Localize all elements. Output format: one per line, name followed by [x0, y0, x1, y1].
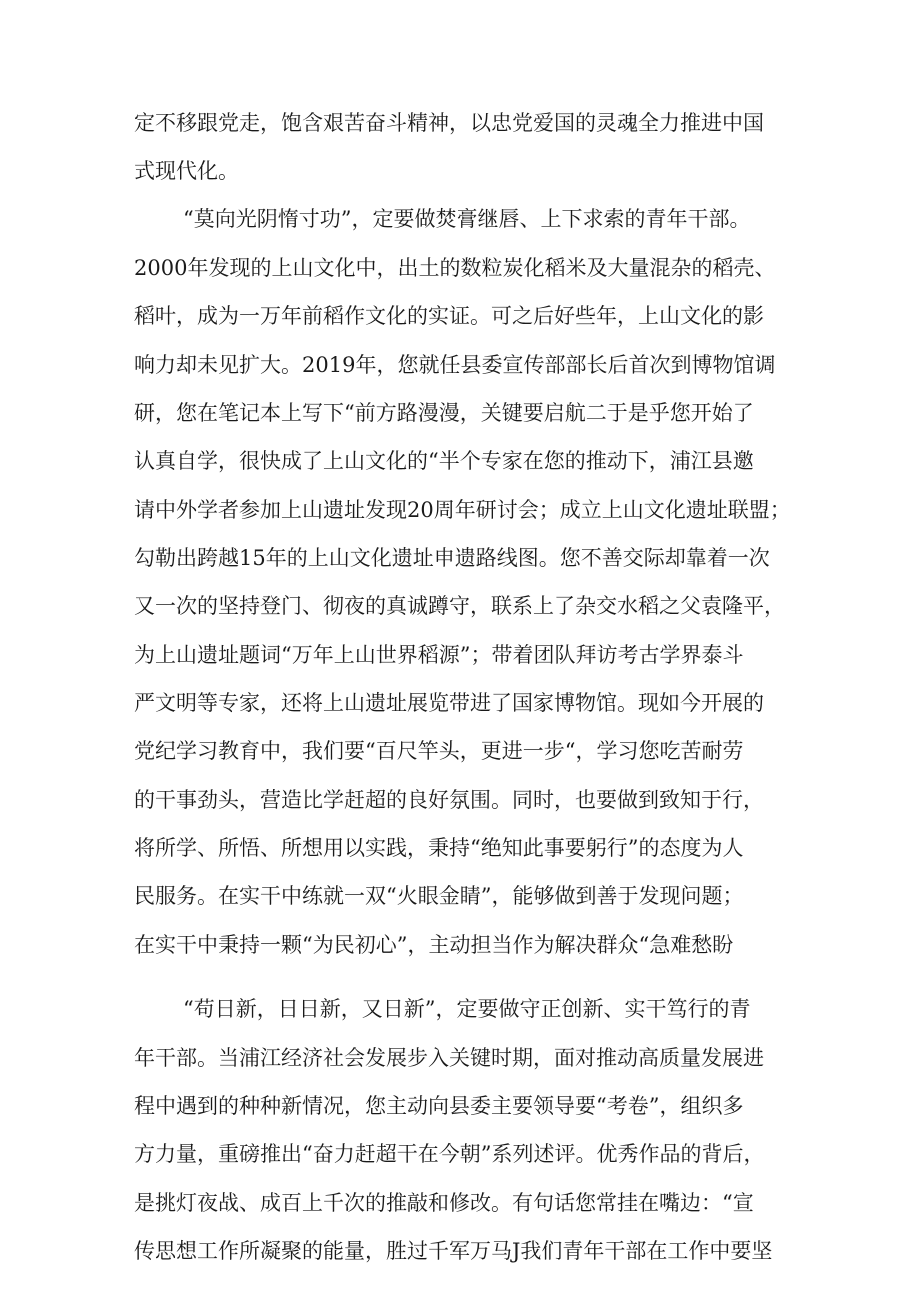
- text-line: 定不移跟党走，饱含艰苦奋斗精神，以忠党爱国的灵魂全力推进中国: [134, 111, 764, 135]
- text-line: 为上山遗址题词“万年上山世界稻源”；带着团队拜访考古学界泰斗: [134, 643, 744, 667]
- text-line: 研，您在笔记本上写下“前方路漫漫，关键要启航二于是乎您开始了: [134, 401, 754, 425]
- text-line: 是挑灯夜战、成百上千次的推敲和修改。有句话您常挂在嘴边：“宣: [134, 1191, 754, 1215]
- text-line: 勾勒出跨越15年的上山文化遗址申遗路线图。您不善交际却靠着一次: [134, 546, 770, 570]
- text-line: 请中外学者参加上山遗址发现20周年研讨会；成立上山文化遗址联盟；: [134, 498, 791, 522]
- text-line: 式现代化。: [134, 159, 239, 183]
- text-line: “莫向光阴惰寸功”，定要做焚膏继唇、上下求索的青年干部。: [183, 207, 751, 231]
- text-line: 的干事劲头，营造比学赶超的良好氛围。同时，也要做到致知于行，: [134, 788, 764, 812]
- text-line: 认真自学，很快成了上山文化的“半个专家在您的推动下，浦江县邀: [134, 449, 754, 473]
- text-line: 响力却未见扩大。2019年，您就任县委宣传部部长后首次到博物馆调: [134, 353, 776, 377]
- text-line: 方力量，重磅推出“奋力赶超干在今朝”系列述评。优秀作品的背后，: [134, 1142, 765, 1166]
- text-line: 年干部。当浦江经济社会发展步入关键时期，面对推动高质量发展进: [134, 1046, 764, 1070]
- text-line: 传思想工作所凝聚的能量，胜过千军万马J我们青年干部在工作中要坚: [134, 1239, 773, 1263]
- text-line: 程中遇到的种种新情况，您主动向县委主要领导要“考卷”，组织多: [134, 1094, 744, 1118]
- text-line: 将所学、所悟、所想用以实践，秉持“绝知此事要躬行”的态度为人: [134, 836, 744, 860]
- text-line: 又一次的坚持登门、彻夜的真诚蹲守，联系上了杂交水稻之父袁隆平，: [134, 594, 785, 618]
- text-line: 在实干中秉持一颗“为民初心”，主动担当作为解决群众“急难愁盼: [134, 933, 734, 957]
- text-line: 2000年发现的上山文化中，出土的数粒炭化稻米及大量混杂的稻壳、: [134, 256, 776, 280]
- text-line: 党纪学习教育中，我们要“百尺竿头，更进一步“，学习您吃苦耐劳: [134, 739, 744, 763]
- text-line: 民服务。在实干中练就一双“火眼金睛”，能够做到善于发现问题；: [134, 884, 744, 908]
- text-line: “苟日新，日日新，又日新”，定要做守正创新、实干笃行的青: [183, 997, 751, 1021]
- text-line: 严文明等专家，还将上山遗址展览带进了国家博物馆。现如今开展的: [134, 691, 764, 715]
- text-line: 稻叶，成为一万年前稻作文化的实证。可之后好些年，上山文化的影: [134, 304, 764, 328]
